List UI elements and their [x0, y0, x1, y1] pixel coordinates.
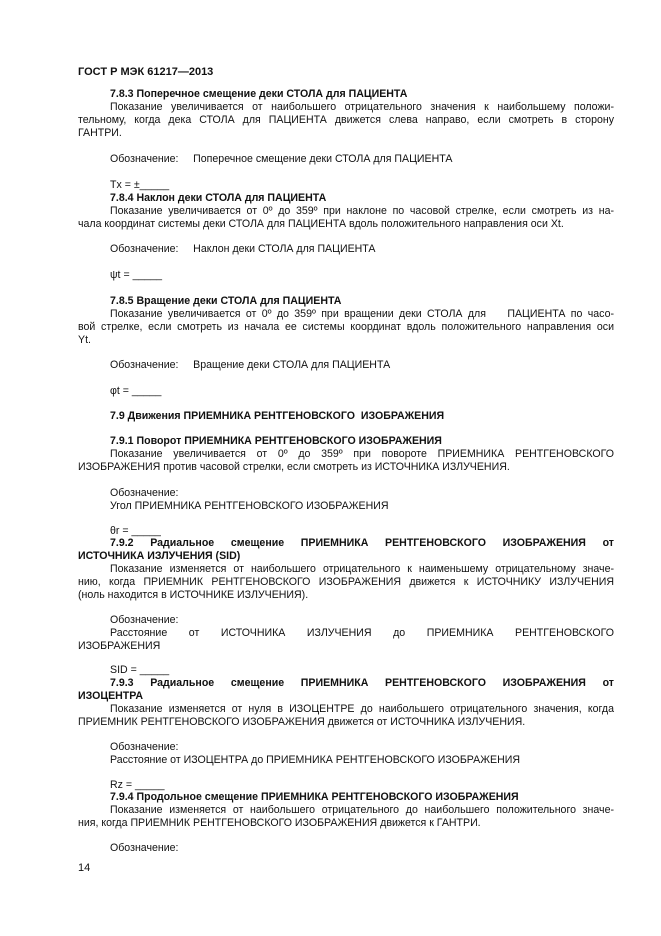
designation: Обозначение: Наклон деки СТОЛА для ПАЦИЕНТА	[110, 243, 376, 255]
designation-label: Обозначение:	[110, 487, 179, 499]
designation: Обозначение: Вращение деки СТОЛА для ПАЦИЕНТА	[110, 359, 391, 371]
designation-label: Обозначение:	[110, 842, 179, 854]
paragraph-line: Показание увеличивается от наибольшего отрицательного значения к наибольшему положи-	[110, 101, 614, 113]
paragraph-line: ИЗОБРАЖЕНИЯ против часовой стрелки, если смотреть из ИСТОЧНИКА ИЗЛУЧЕНИЯ.	[78, 461, 510, 473]
symbol-line: φt = _____	[110, 385, 162, 397]
heading-7-8-4: 7.8.4 Наклон деки СТОЛА для ПАЦИЕНТА	[110, 192, 327, 204]
standard-header: ГОСТ Р МЭК 61217—2013	[78, 66, 214, 78]
paragraph-line: Показание изменяется от наибольшего отрицательного до наибольшего положительного значе-	[110, 804, 614, 816]
paragraph-line: Показание изменяется от нуля в ИЗОЦЕНТРЕ до наибольшего отрицательного значения, когда	[110, 703, 614, 715]
designation-text-cont: ИЗОБРАЖЕНИЯ	[78, 640, 161, 652]
designation-label: Обозначение:	[110, 614, 179, 626]
paragraph-line: нию, когда ПРИЕМНИК РЕНТГЕНОВСКОГО ИЗОБРАЖЕНИЯ движется к ИСТОЧНИКУ ИЗЛУЧЕНИЯ	[78, 576, 614, 588]
designation-text: Расстояние от ИЗОЦЕНТРА до ПРИЕМНИКА РЕНТГЕНОВСКОГО ИЗОБРАЖЕНИЯ	[110, 754, 520, 766]
paragraph-line: тельному, когда дека СТОЛА для ПАЦИЕНТА движется слева направо, если смотреть в сторону	[78, 114, 614, 126]
heading-7-9-2: 7.9.2 Радиальное смещение ПРИЕМНИКА РЕНТГЕНОВСКОГО ИЗОБРАЖЕНИЯ от	[110, 537, 614, 549]
designation-text: Расстояние от ИСТОЧНИКА ИЗЛУЧЕНИЯ до ПРИЕМНИКА РЕНТГЕНОВСКОГО	[110, 627, 614, 639]
heading-7-9-4: 7.9.4 Продольное смещение ПРИЕМНИКА РЕНТГЕНОВСКОГО ИЗОБРАЖЕНИЯ	[110, 791, 519, 803]
designation-text: Угол ПРИЕМНИКА РЕНТГЕНОВСКОГО ИЗОБРАЖЕНИЯ	[110, 500, 389, 512]
paragraph-line: вой стрелке, если смотреть из начала ее системы координат вдоль положительного направления оси	[78, 321, 614, 333]
paragraph-line: Показание увеличивается от 0º до 359º при повороте ПРИЕМНИКА РЕНТГЕНОВСКОГО	[110, 448, 614, 460]
paragraph-line: ния, когда ПРИЕМНИК РЕНТГЕНОВСКОГО ИЗОБРАЖЕНИЯ движется к ГАНТРИ.	[78, 817, 481, 829]
heading-7-9-1: 7.9.1 Поворот ПРИЕМНИКА РЕНТГЕНОВСКОГО ИЗОБРАЖЕНИЯ	[110, 435, 442, 447]
symbol-line: SID = _____	[110, 664, 170, 676]
symbol-line: Rz = _____	[110, 779, 165, 791]
paragraph-line: ГАНТРИ.	[78, 127, 122, 139]
paragraph-line: Показание увеличивается от 0º до 359º при наклоне по часовой стрелке, если смотреть из на-	[110, 205, 614, 217]
heading-7-9-3: 7.9.3 Радиальное смещение ПРИЕМНИКА РЕНТГЕНОВСКОГО ИЗОБРАЖЕНИЯ от	[110, 677, 614, 689]
designation: Обозначение: Поперечное смещение деки СТОЛА для ПАЦИЕНТА	[110, 153, 453, 165]
paragraph-line: ПРИЕМНИК РЕНТГЕНОВСКОГО ИЗОБРАЖЕНИЯ движется от ИСТОЧНИКА ИЗЛУЧЕНИЯ.	[78, 716, 526, 728]
paragraph-line: (ноль находится в ИСТОЧНИКЕ ИЗЛУЧЕНИЯ).	[78, 589, 309, 601]
heading-7-9-3-cont: ИЗОЦЕНТРА	[78, 690, 144, 702]
page-number: 14	[78, 862, 91, 874]
symbol-line: Tx = ±_____	[110, 179, 170, 191]
heading-7-9-2-cont: ИСТОЧНИКА ИЗЛУЧЕНИЯ (SID)	[78, 550, 241, 562]
paragraph-line: Показание увеличивается от 0º до 359º при вращении деки СТОЛА для ПАЦИЕНТА по часо-	[110, 308, 614, 320]
symbol-line: θr = _____	[110, 525, 161, 537]
symbol-line: ψt = _____	[110, 269, 163, 281]
paragraph-line: Yt.	[78, 334, 91, 346]
paragraph-line: Показание изменяется от наибольшего отрицательного к наименьшему отрицательному значе-	[110, 563, 614, 575]
paragraph-line: чала координат системы деки СТОЛА для ПАЦИЕНТА вдоль положительного направления оси Xt.	[78, 218, 564, 230]
heading-7-8-5: 7.8.5 Вращение деки СТОЛА для ПАЦИЕНТА	[110, 295, 342, 307]
heading-7-8-3: 7.8.3 Поперечное смещение деки СТОЛА для ПАЦИЕНТА	[110, 88, 408, 100]
heading-7-9: 7.9 Движения ПРИЕМНИКА РЕНТГЕНОВСКОГО ИЗОБРАЖЕНИЯ	[110, 410, 445, 422]
designation-label: Обозначение:	[110, 741, 179, 753]
